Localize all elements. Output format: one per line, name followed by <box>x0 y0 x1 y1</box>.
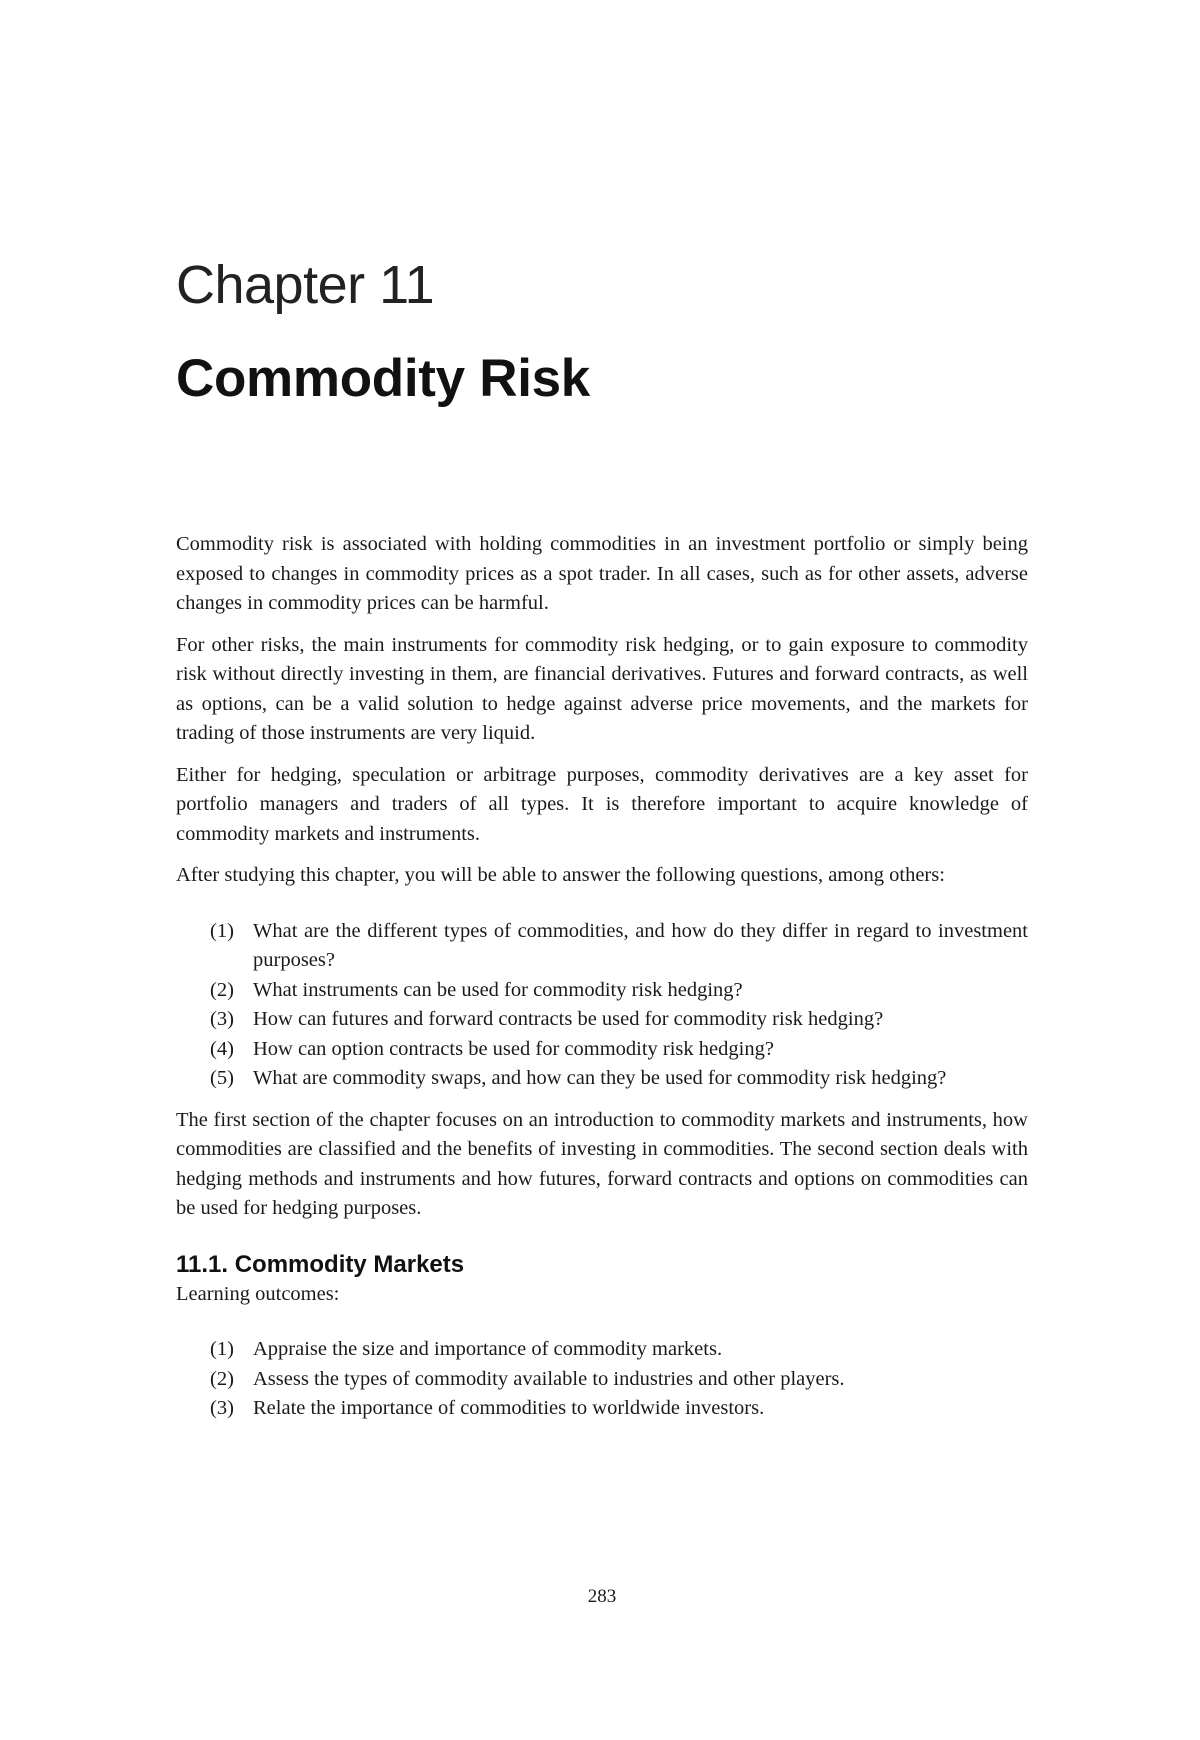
list-item-text: What instruments can be used for commodity risk hedging? <box>253 978 743 1001</box>
intro-paragraph: Commodity risk is associated with holding commodities in an investment portfolio or simply being exposed to changes in commodity prices as a spot trader. In all cases, such as for other assets, adverse changes in commodity prices can be harmful. <box>176 533 1028 614</box>
list-item-text: How can futures and forward contracts be used for commodity risk hedging? <box>253 1008 884 1030</box>
list-item-text: Appraise the size and importance of commodity markets. <box>253 1338 723 1360</box>
chapter-title: Commodity Risk <box>176 349 590 408</box>
list-item <box>210 1064 1028 1094</box>
intro-paragraph: After studying this chapter, you will be able to answer the following questions, among others: <box>176 864 945 886</box>
list-item-number: (5) <box>210 1067 234 1089</box>
list-item-number: (3) <box>210 1397 234 1419</box>
chapter-number: Chapter 11 <box>176 255 435 315</box>
list-item-text: How can option contracts be used for commodity risk hedging? <box>253 1037 774 1060</box>
learning-outcomes-label: Learning outcomes: <box>176 1282 340 1305</box>
list-item-number: (2) <box>210 978 234 1001</box>
list-item <box>210 1365 1028 1395</box>
list-item-text: Assess the types of commodity available to industries and other players. <box>253 1367 845 1390</box>
overview-paragraph: The first section of the chapter focuses on an introduction to commodity markets and instruments, how commodities are classified and the benefits of investing in commodities. The second section deals with hedging methods and instruments and how futures, forward contracts and options on commodities can be used for hedging purposes. <box>176 1108 1028 1219</box>
list-item-text: What are commodity swaps, and how can they be used for commodity risk hedging? <box>253 1067 947 1089</box>
chapter-body <box>176 530 1028 1436</box>
list-item-number: (3) <box>210 1008 234 1030</box>
list-item-text: What are the different types of commodities, and how do they differ in regard to investment purposes? <box>253 919 1028 971</box>
list-item-number: (1) <box>210 919 234 942</box>
list-item <box>210 1335 1028 1365</box>
list-item <box>210 1394 1028 1424</box>
list-item <box>210 917 1028 976</box>
intro-paragraph: For other risks, the main instruments for commodity risk hedging, or to gain exposure to commodity risk without directly investing in them, are financial derivatives. Futures and forward contracts, as well as options, can be a valid solution to hedge against adverse price movements, and the markets for trading of those instruments are very liquid. <box>176 633 1028 744</box>
list-item-text: Relate the importance of commodities to worldwide investors. <box>253 1397 765 1419</box>
intro-paragraph: Either for hedging, speculation or arbitrage purposes, commodity derivatives are a key asset for portfolio managers and traders of all types. It is therefore important to acquire knowledge of commodity markets and instruments. <box>176 763 1028 845</box>
book-page <box>176 0 1028 1740</box>
list-item-number: (1) <box>210 1338 234 1360</box>
learning-outcomes-list <box>176 1335 1028 1424</box>
page-number: 283 <box>587 1586 617 1607</box>
list-item <box>210 1035 1028 1065</box>
list-item-number: (4) <box>210 1037 234 1060</box>
study-questions-list <box>176 917 1028 1094</box>
section-heading: 11.1. Commodity Markets <box>176 1250 465 1278</box>
list-item <box>210 1005 1028 1035</box>
list-item <box>210 976 1028 1006</box>
list-item-number: (2) <box>210 1367 234 1390</box>
